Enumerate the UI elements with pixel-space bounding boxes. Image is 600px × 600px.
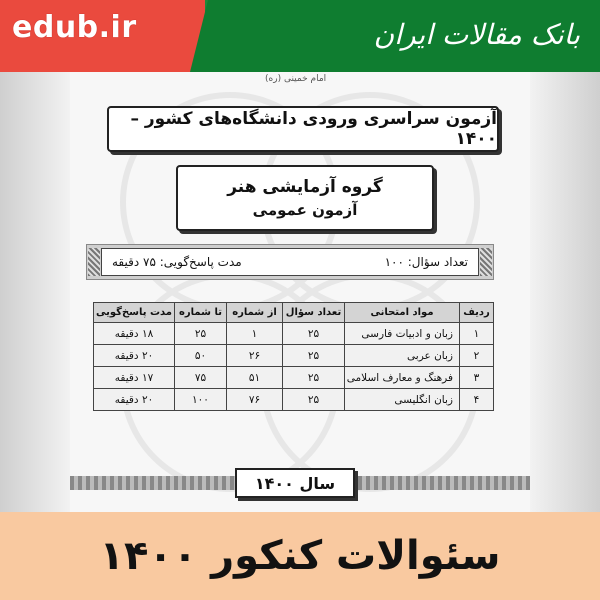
- group-name: گروه آزمایشی هنر: [227, 177, 383, 197]
- table-cell: ۱۷ دقیقه: [94, 367, 175, 389]
- exam-type: آزمون عمومی: [252, 201, 358, 219]
- table-header-row: [94, 303, 494, 323]
- table-row: [94, 389, 494, 411]
- edub-logo[interactable]: edub.ir: [12, 10, 137, 45]
- exam-cover-sheet: [0, 72, 600, 512]
- table-cell: ۱۸ دقیقه: [94, 323, 175, 345]
- answer-time: مدت پاسخ‌گویی: ۷۵ دقیقه: [112, 255, 242, 269]
- table-cell: زبان عربی: [345, 345, 460, 367]
- table-cell: ۲۵: [283, 367, 345, 389]
- header-banner: [0, 0, 600, 72]
- question-count: تعداد سؤال: ۱۰۰: [384, 255, 468, 269]
- table-cell: ۱۰۰: [175, 389, 227, 411]
- year-label: سال ۱۴۰۰: [235, 468, 355, 498]
- table-row: [94, 345, 494, 367]
- page-edge-right: [530, 72, 600, 512]
- table-cell: ۵۰: [175, 345, 227, 367]
- top-note: امام خمینی (ره): [265, 74, 327, 84]
- table-cell: ۳: [460, 367, 494, 389]
- table-cell: ۱: [460, 323, 494, 345]
- table-row: [94, 323, 494, 345]
- table-cell: زبان و ادبیات فارسی: [345, 323, 460, 345]
- subjects-table: [93, 302, 494, 411]
- col-header: مواد امتحانی: [345, 303, 460, 323]
- footer-banner: [0, 512, 600, 600]
- col-header: تا شماره: [175, 303, 227, 323]
- table-cell: ۲۰ دقیقه: [94, 389, 175, 411]
- table-row: [94, 367, 494, 389]
- table-cell: ۲: [460, 345, 494, 367]
- table-cell: ۲۵: [283, 345, 345, 367]
- col-header: ردیف: [460, 303, 494, 323]
- col-header: مدت پاسخ‌گویی: [94, 303, 175, 323]
- table-cell: زبان انگلیسی: [345, 389, 460, 411]
- col-header: از شماره: [227, 303, 283, 323]
- table-cell: ۷۵: [175, 367, 227, 389]
- table-cell: ۱: [227, 323, 283, 345]
- table-cell: ۲۶: [227, 345, 283, 367]
- table-cell: ۲۵: [283, 389, 345, 411]
- table-cell: ۴: [460, 389, 494, 411]
- col-header: تعداد سؤال: [283, 303, 345, 323]
- table-cell: ۷۶: [227, 389, 283, 411]
- table-cell: ۵۱: [227, 367, 283, 389]
- table-cell: فرهنگ و معارف اسلامی: [345, 367, 460, 389]
- table-cell: ۲۵: [175, 323, 227, 345]
- page-edge-left: [0, 72, 70, 512]
- exam-info-bar: [86, 244, 494, 280]
- table-cell: ۲۵: [283, 323, 345, 345]
- table-cell: ۲۰ دقیقه: [94, 345, 175, 367]
- exam-title: آزمون سراسری ورودی دانشگاه‌های کشور – ۱۴۰۰: [107, 106, 499, 152]
- site-name-logo[interactable]: بانک مقالات ایران: [373, 18, 580, 51]
- footer-title: سئوالات کنکور ۱۴۰۰: [99, 533, 501, 579]
- exam-group-box: [176, 165, 434, 231]
